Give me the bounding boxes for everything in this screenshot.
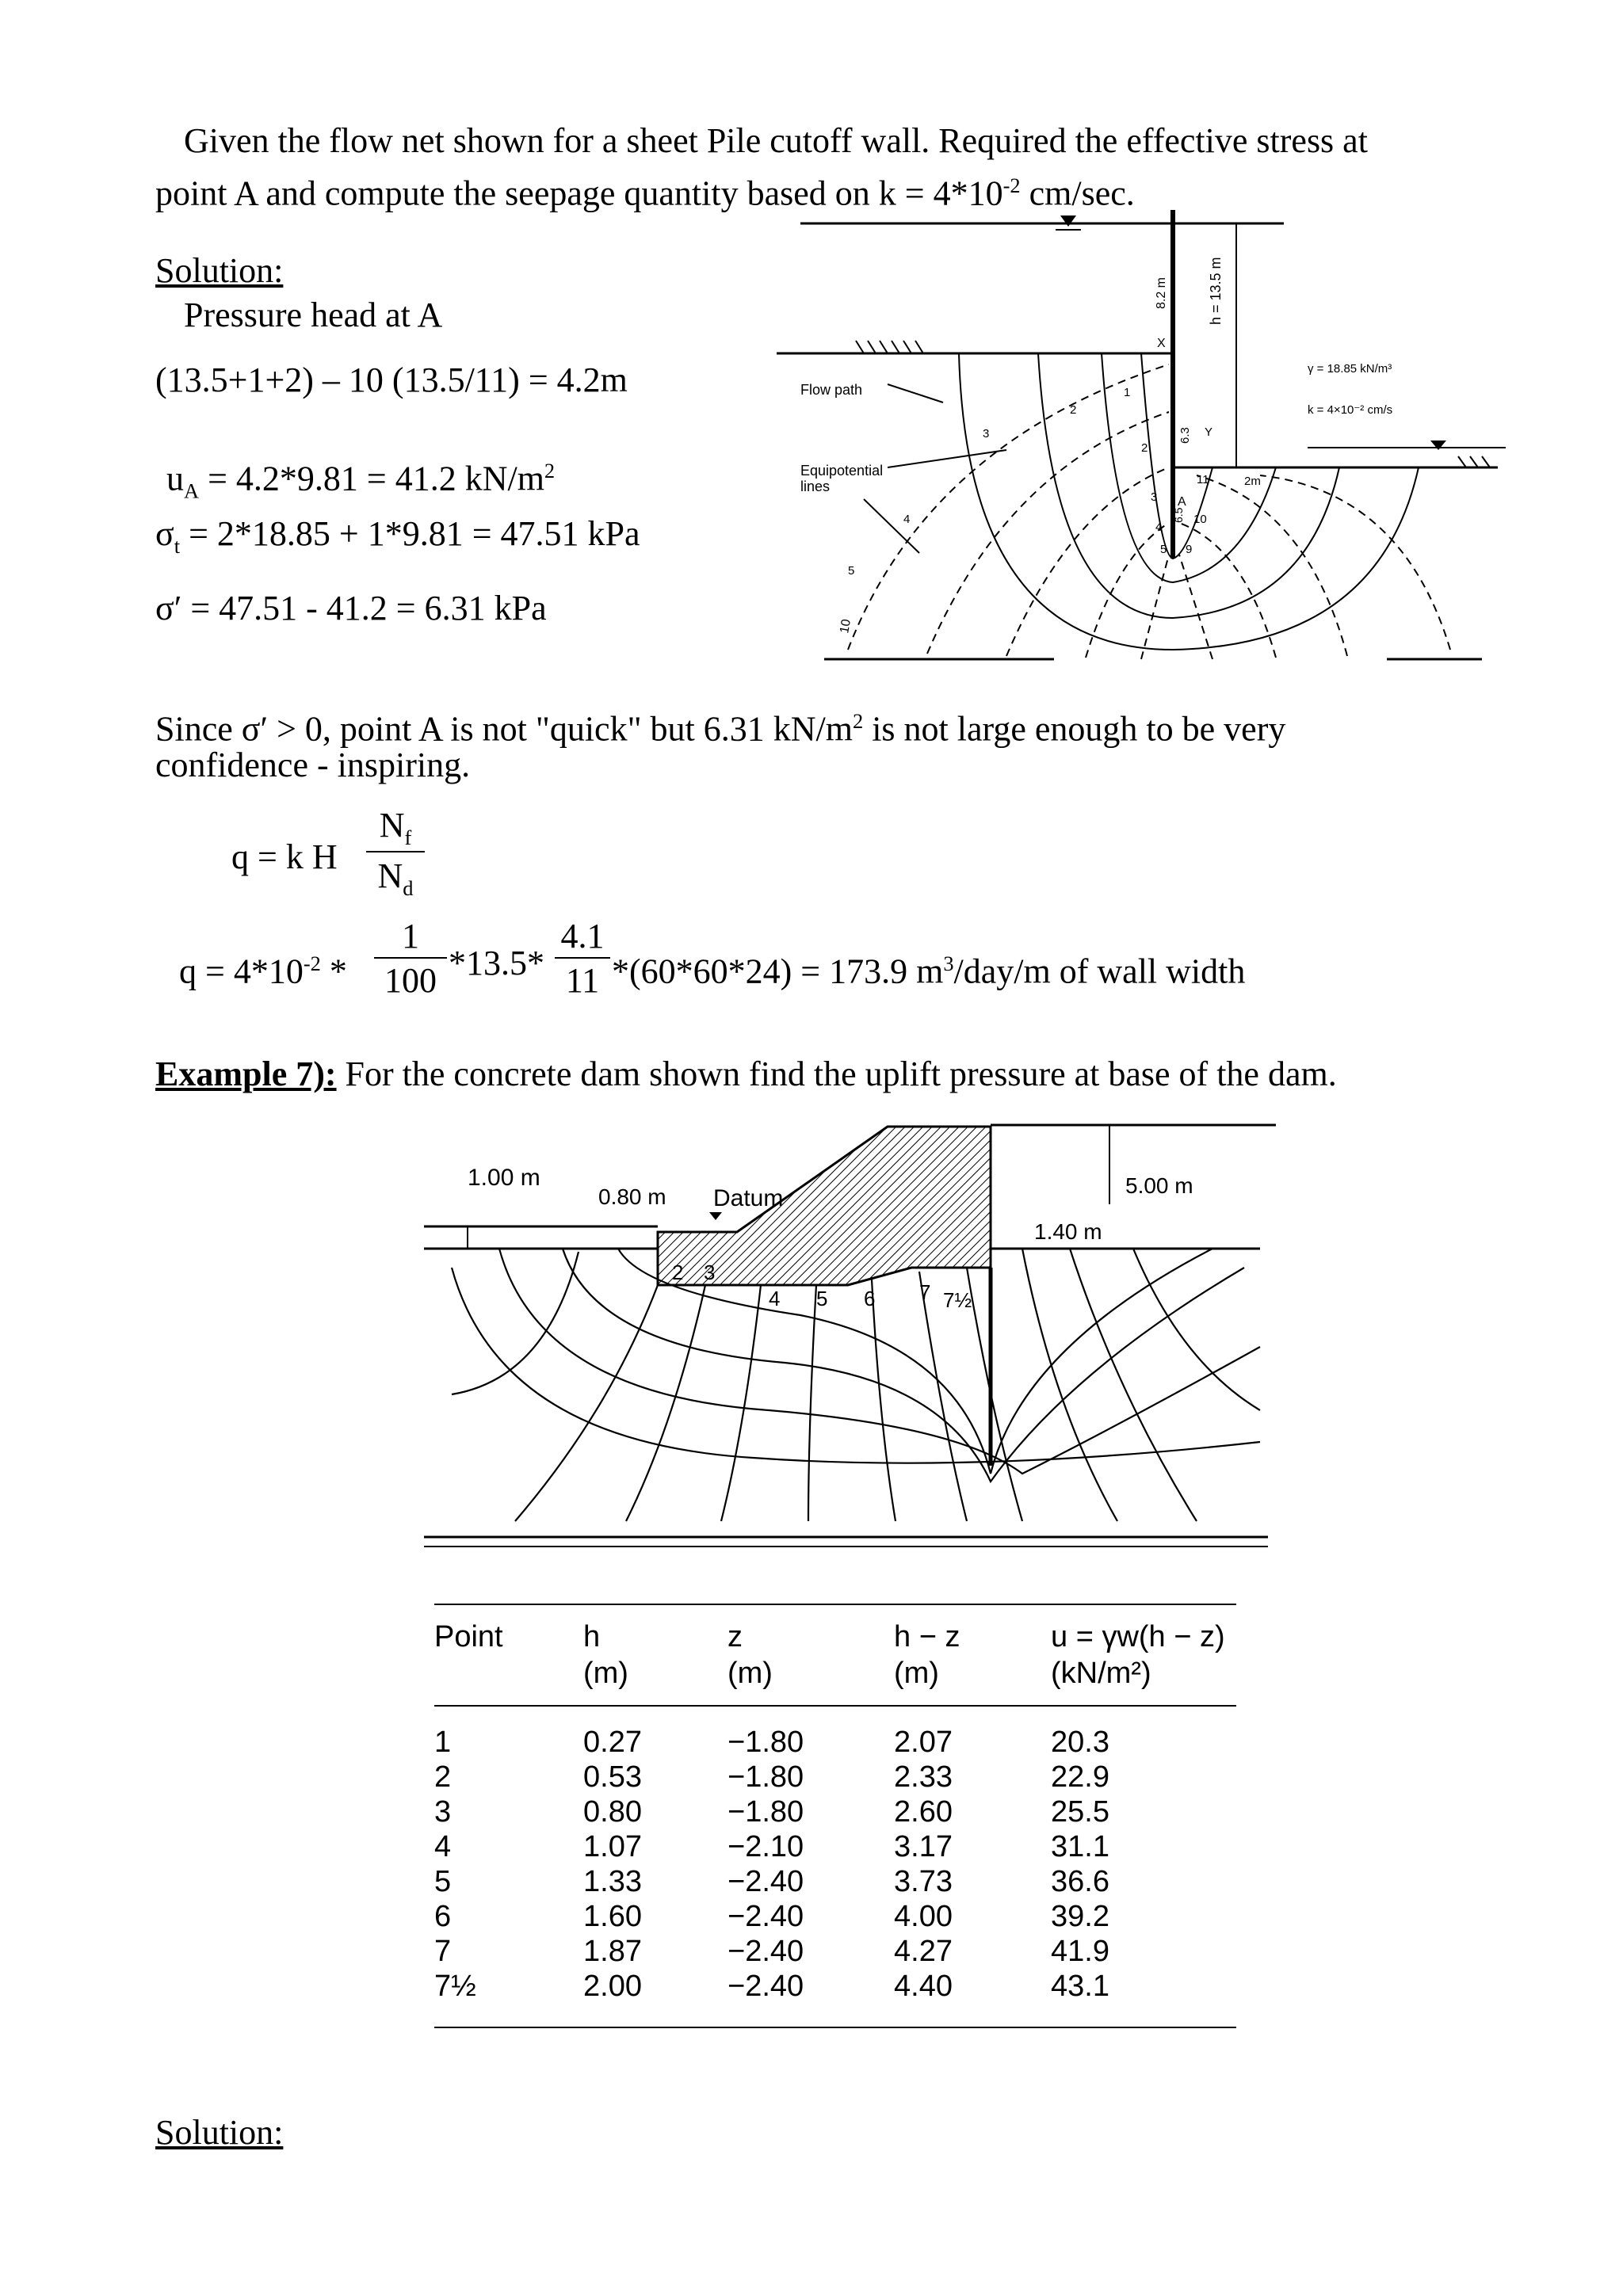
table-cell: 6 [434, 1900, 452, 1933]
table-cell: 7 [434, 1935, 452, 1968]
table-cell: 5 [434, 1865, 452, 1898]
dim-080-label: 0.80 m [598, 1184, 666, 1209]
dam-node-label: 4 [769, 1287, 781, 1310]
dim-2m-label: 2m [1244, 475, 1261, 488]
sheet-pile-flow-net-figure [769, 206, 1514, 681]
table-cell: 1.07 [583, 1830, 642, 1863]
table-cell: 36.6 [1051, 1865, 1109, 1898]
table-cell: −1.80 [727, 1795, 804, 1829]
table-cell: −2.40 [727, 1970, 804, 2003]
y-label: Y [1205, 425, 1213, 439]
table-row [434, 1830, 1236, 1865]
table-bottom-rule [434, 2027, 1236, 2028]
flow-formula-lhs: q = k H [231, 837, 338, 876]
fig1-number: 3 [1151, 490, 1158, 504]
table-cell: 1.33 [583, 1865, 642, 1898]
q-frac1-den: 100 [384, 961, 437, 1000]
table-cell: −2.40 [727, 1900, 804, 1933]
equipotential-label-2: lines [800, 479, 831, 494]
quick-condition-line-2: confidence - inspiring. [155, 746, 471, 784]
q-calc-tail: *(60*60*24) = 173.9 $m^3/day/m$ of wall width [612, 952, 1246, 991]
table-header-point: Point [434, 1620, 503, 1653]
fig1-number: 5 [848, 564, 855, 578]
table-cell: 22.9 [1051, 1760, 1109, 1794]
quick-condition-line-1: Since σ′ > 0, point A is not "quick" but 6.31 $kN/m^2$ is not large enough to be very [155, 709, 1286, 749]
problem-line-1: Given the flow net shown for a sheet Pile cutoff wall. Required the effective stress at [184, 121, 1368, 160]
dam-node-label: 7½ [943, 1288, 972, 1312]
table-cell: 25.5 [1051, 1795, 1109, 1829]
table-row [434, 1795, 1236, 1830]
table-cell: 1.87 [583, 1935, 642, 1968]
fig1-number: 9 [1186, 543, 1193, 556]
flow-formula-denominator: $N_d$ [377, 856, 414, 900]
fig1-number: 2 [1141, 441, 1148, 455]
table-cell: −1.80 [727, 1726, 804, 1759]
k-label: k = 4×10⁻² cm/s [1308, 403, 1393, 417]
table-header-h-minus-z: h − z [894, 1620, 960, 1653]
fig1-number: 4 [1155, 521, 1163, 534]
table-cell: 41.9 [1051, 1935, 1109, 1968]
fraction-bar [366, 851, 425, 852]
table-cell: −2.40 [727, 1865, 804, 1898]
dim-left-label: 1.00 m [468, 1165, 540, 1191]
table-row [434, 1726, 1236, 1760]
table-row [434, 1900, 1236, 1935]
table-cell: −2.40 [727, 1935, 804, 1968]
table-cell: −1.80 [727, 1760, 804, 1794]
fraction-bar [374, 957, 447, 959]
equation-effective-stress: σ′ = 47.51 - 41.2 = 6.31 kPa [155, 589, 547, 627]
datum-label: Datum [713, 1185, 784, 1211]
table-row [434, 1865, 1236, 1900]
dam-node-label: 5 [816, 1287, 828, 1310]
example-7-heading: Example 7): For the concrete dam shown find the uplift pressure at base of the dam. [155, 1055, 1337, 1093]
dim-h-label: h = 13.5 m [1208, 257, 1224, 325]
table-header-u: u = γw(h − z) [1051, 1620, 1225, 1653]
fig1-number: 4 [903, 513, 911, 526]
table-cell: 2.07 [894, 1726, 953, 1759]
fig1-number: 5 [1160, 543, 1167, 556]
table-cell: 4.00 [894, 1900, 953, 1933]
fig1-number: 1 [1124, 386, 1131, 399]
dam-node-label: 6 [864, 1287, 876, 1310]
flow-path-label: Flow path [800, 382, 863, 398]
table-header-z-unit: (m) [727, 1657, 773, 1690]
table-header-z: z [727, 1620, 743, 1653]
dim-6-3-label: 6.3 [1178, 427, 1192, 444]
table-cell: 43.1 [1051, 1970, 1109, 2003]
q-calc-mid: *13.5* [449, 944, 544, 982]
fraction-bar [555, 957, 610, 959]
table-cell: 4.40 [894, 1970, 953, 2003]
table-cell: 0.27 [583, 1726, 642, 1759]
table-cell: 1 [434, 1726, 452, 1759]
equation-pore-pressure: $u_A = 4.2*9.81 = 41.2$ $kN/m^2$ [166, 459, 556, 503]
pressure-head-label: Pressure head at A [184, 296, 443, 334]
equation-total-stress: $\sigma_t = 2*18.85 + 1*9.81 = 47.51$ kPa [155, 514, 640, 558]
table-cell: 20.3 [1051, 1726, 1109, 1759]
dim-500-label: 5.00 m [1125, 1173, 1193, 1198]
table-row [434, 1760, 1236, 1795]
table-header-u-unit: (kN/m²) [1051, 1657, 1151, 1690]
dam-node-label: 7 [919, 1280, 931, 1304]
table-cell: 0.80 [583, 1795, 642, 1829]
table-cell: 4.27 [894, 1935, 953, 1968]
table-header-h: h [583, 1620, 601, 1653]
table-cell: 2 [434, 1760, 452, 1794]
table-cell: 7½ [434, 1970, 476, 2003]
dim-6-5-label: 6.5 [1172, 507, 1185, 523]
bottom-label: 10 [838, 618, 854, 635]
dam-node-label: 3 [704, 1261, 716, 1284]
solution-2-heading: Solution: [155, 2113, 284, 2152]
point-a-label: A [1178, 495, 1186, 509]
table-cell: 3.73 [894, 1865, 953, 1898]
uplift-table [434, 1726, 1236, 2004]
q-frac2-den: 11 [565, 961, 600, 1000]
dam-node-label: 2 [672, 1261, 684, 1284]
fig1-number: 3 [983, 427, 990, 441]
table-cell: 31.1 [1051, 1830, 1109, 1863]
table-cell: −2.10 [727, 1830, 804, 1863]
equation-pressure-head: (13.5+1+2) – 10 (13.5/11) = 4.2m [155, 360, 628, 399]
fig1-number: 10 [1193, 513, 1207, 526]
table-header-h-unit: (m) [583, 1657, 628, 1690]
fig1-number: 11 [1197, 473, 1209, 486]
table-row [434, 1970, 1236, 2004]
table-row [434, 1935, 1236, 1970]
dim-8-2-label: 8.2 m [1155, 277, 1168, 309]
table-cell: 0.53 [583, 1760, 642, 1794]
dim-140-label: 1.40 m [1034, 1219, 1102, 1244]
flow-formula-numerator: $N_f$ [379, 806, 412, 849]
equipotential-label-1: Equipotential [800, 463, 884, 479]
table-cell: 2.33 [894, 1760, 953, 1794]
table-header-h-minus-z-unit: (m) [894, 1657, 939, 1690]
x-label: X [1157, 337, 1166, 350]
table-header-rule [434, 1705, 1236, 1707]
fig1-number: 2 [1070, 403, 1077, 417]
table-cell: 2.60 [894, 1795, 953, 1829]
table-cell: 39.2 [1051, 1900, 1109, 1933]
q-frac2-num: 4.1 [560, 917, 605, 955]
table-top-rule [434, 1604, 1236, 1605]
table-cell: 2.00 [583, 1970, 642, 2003]
table-cell: 3 [434, 1795, 452, 1829]
concrete-dam-flow-net-figure [420, 1109, 1276, 1553]
q-calc-lhs: $q = 4*10^{-2}$ * [179, 952, 347, 991]
gamma-label: γ = 18.85 kN/m³ [1308, 362, 1392, 376]
table-cell: 3.17 [894, 1830, 953, 1863]
table-cell: 4 [434, 1830, 452, 1863]
q-frac1-num: 1 [402, 917, 419, 955]
problem-line-2: point A and compute the seepage quantity based on $k = 4*10^{-2}$ cm/sec. [155, 174, 1135, 213]
table-cell: 1.60 [583, 1900, 642, 1933]
solution-heading: Solution: [155, 251, 284, 290]
